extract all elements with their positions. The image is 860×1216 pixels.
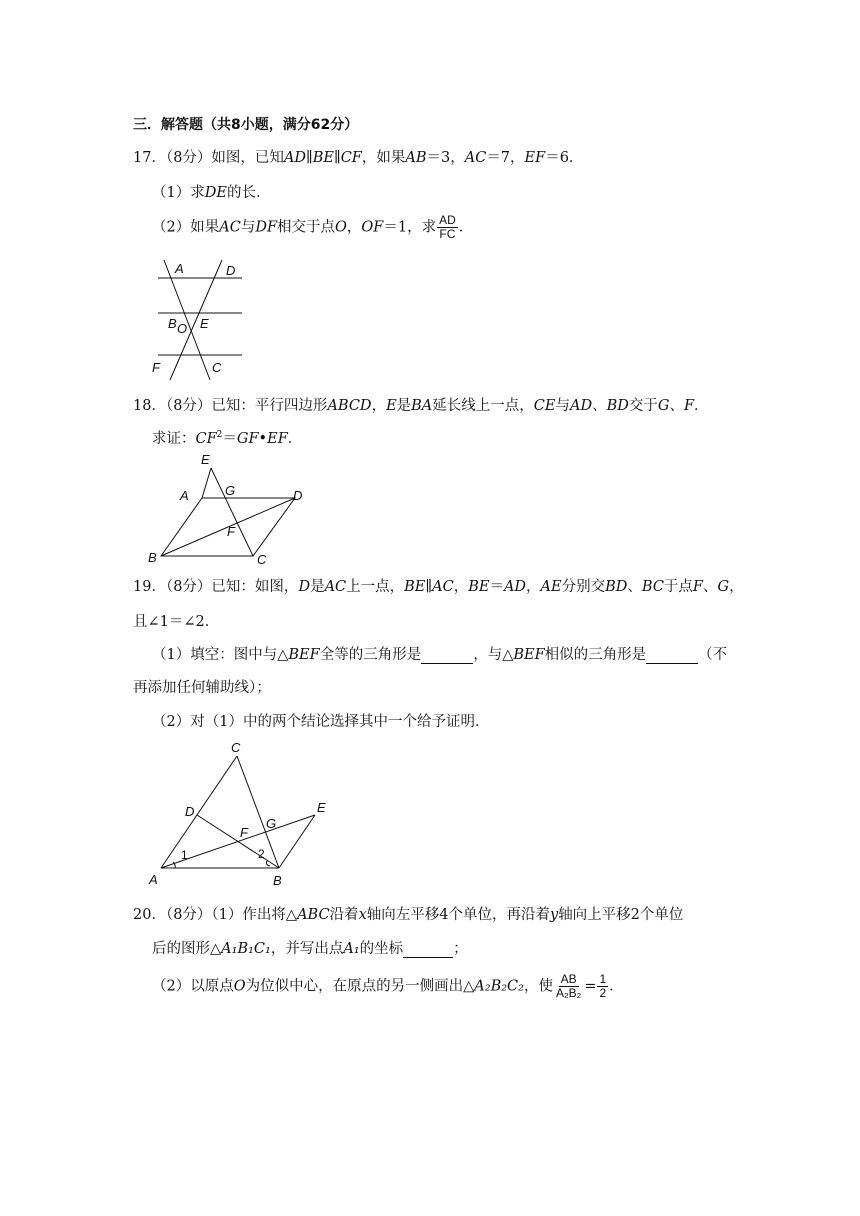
q17-label-b: B — [168, 316, 177, 331]
q18-label-d: D — [293, 488, 303, 503]
q18-figure — [145, 450, 315, 570]
q20-half-den: 2 — [599, 986, 607, 1000]
q18-head: 18．（8分）已知：平行四边形 — [133, 398, 328, 414]
q19-f: F — [692, 579, 703, 595]
q17-cond-tail: ，如果 — [361, 150, 406, 166]
q19-line-ac — [161, 756, 237, 868]
q17-label-o: O — [177, 321, 188, 336]
q18-label-a: A — [180, 488, 189, 503]
q19-bef1: BEF — [288, 647, 320, 663]
q19-sep2: 、 — [702, 579, 718, 595]
q19-label-angle2: 2 — [258, 847, 265, 861]
q18-label-g: G — [225, 483, 236, 498]
q20-fraction — [554, 973, 583, 1000]
q19-part1-line2: 再添加任何辅助线）； — [133, 680, 271, 696]
q19-label-f: F — [240, 825, 248, 840]
q17-p2-mid: 与 — [240, 219, 256, 236]
q19-eq: ＝ — [489, 579, 504, 595]
q20-mid1: 沿着 — [329, 907, 359, 923]
q19-blank-similar[interactable] — [646, 647, 698, 664]
q19-p1-tail: （不 — [698, 647, 728, 663]
q19-label-b: B — [273, 873, 282, 888]
q20-eq: = — [584, 978, 597, 995]
q18-dot: • — [258, 431, 268, 447]
q19-ae: AE — [540, 579, 562, 595]
q17-label-a: A — [175, 261, 184, 276]
q19-comma: ， — [453, 579, 469, 595]
q19-label-a: A — [149, 872, 158, 887]
q19-be2: BE — [468, 579, 490, 595]
q17-p2-pre: （2）如果 — [152, 219, 220, 236]
q17-label-e: E — [200, 316, 209, 331]
q18-eq: ＝ — [222, 431, 237, 447]
q17-ef: EF — [524, 150, 546, 166]
q19-figure — [145, 738, 335, 888]
q19-label-g: G — [266, 816, 277, 831]
q19-ac2: AC — [432, 579, 454, 595]
q20-frac-num: AB — [560, 972, 577, 986]
q17-parallel-1: ∥ — [306, 150, 313, 166]
q19-label-c: C — [231, 740, 241, 755]
q19-p1-mid: 全等的三角形是 — [319, 647, 422, 663]
q18-ad: AD — [569, 398, 593, 414]
q17-ac-val: ＝7， — [486, 150, 525, 166]
q20-part2 — [152, 973, 624, 1000]
q17-ab: AB — [405, 150, 427, 166]
q19-be: BE — [404, 579, 426, 595]
q20-line2-mid: ，并写出点 — [270, 941, 344, 957]
q19-par: ∥ — [425, 579, 433, 595]
q19-bd: BD — [605, 579, 628, 595]
q18-f: F — [683, 398, 695, 414]
q20-a1b1c1: A₁B₁C₁ — [221, 941, 271, 957]
q19-stem — [133, 575, 744, 596]
q18-extension-ae — [202, 468, 211, 498]
q17-p1-de: DE — [204, 185, 227, 201]
q17-frac-den: FC — [439, 227, 456, 241]
q17-ad: AD — [283, 150, 307, 166]
q20-a1: A₁ — [343, 941, 360, 957]
q18-label-b: B — [148, 550, 157, 565]
q17-part2 — [152, 214, 473, 241]
q17-p2-of: OF — [361, 219, 384, 236]
q20-o: O — [233, 978, 246, 995]
q17-p2-ac: AC — [219, 219, 241, 236]
q19-head: 19．（8分）已知：如图， — [133, 579, 299, 595]
q19-label-angle1: 1 — [181, 848, 188, 862]
q20-line2 — [152, 937, 468, 958]
q17-head: 17．（8分）如图，已知 — [133, 150, 284, 166]
q18-e: E — [386, 398, 397, 414]
q19-blank-congruent[interactable] — [421, 647, 473, 664]
q18-bd: BD — [606, 398, 629, 414]
q20-line2-mid2: 的坐标 — [359, 941, 404, 957]
q18-gf: GF — [236, 431, 259, 447]
q19-ad: AD — [503, 579, 527, 595]
q17-parallel-2: ∥ — [334, 150, 341, 166]
q19-comma2: ， — [526, 579, 541, 595]
q19-part2: （2）对（1）中的两个结论选择其中一个给予证明． — [152, 714, 490, 730]
q17-ab-val: ＝3， — [426, 150, 465, 166]
q18-abcd: ABCD — [327, 398, 372, 414]
q19-sep: 、 — [627, 579, 642, 595]
q18-proof-end: ． — [287, 431, 303, 447]
q17-p1-pre: （1）求 — [152, 185, 205, 201]
q20-stem — [133, 903, 683, 924]
q19-label-e: E — [317, 800, 326, 815]
q17-fraction — [437, 214, 458, 241]
q17-part1 — [152, 181, 270, 202]
q19-bc: BC — [641, 579, 664, 595]
q20-mid3: 轴向上平移2个单位 — [558, 907, 684, 923]
q18-ba: BA — [411, 398, 433, 414]
q19-g: G — [717, 579, 730, 595]
q17-p1-post: 的长． — [226, 185, 271, 201]
q20-half — [597, 973, 608, 1000]
q19-part1 — [152, 643, 727, 664]
q20-p2-mid: 为位似中心，在原点的另一侧画出△ — [245, 978, 475, 995]
q19-mid1: 是 — [310, 579, 325, 595]
q19-mid2: 上一点， — [346, 579, 405, 595]
q18-sep: 、 — [592, 398, 607, 414]
q20-a2b2c2: A₂B₂C₂ — [474, 978, 524, 995]
q20-x: x — [358, 907, 367, 923]
q20-abc: ABC — [297, 907, 330, 923]
q19-p1-mid2: ，与△ — [473, 647, 514, 663]
q18-mid3: 与 — [555, 398, 570, 414]
q20-p2-pre: （2）以原点 — [152, 978, 234, 995]
q18-proof — [152, 427, 302, 448]
q18-end: ． — [694, 398, 709, 414]
q18-ce: CE — [533, 398, 556, 414]
q19-mid3: 分别交 — [561, 579, 606, 595]
q17-p2-end: ． — [458, 219, 474, 236]
q18-mid2: 延长线上一点， — [432, 398, 534, 414]
q18-stem — [133, 394, 709, 415]
q20-line2-end: ； — [453, 941, 468, 957]
q17-frac-num: AD — [439, 213, 456, 227]
q18-g: G — [657, 398, 670, 414]
q20-line2-pre: 后的图形△ — [152, 941, 222, 957]
q18-ef: EF — [267, 431, 288, 447]
q18-mid1: 是 — [396, 398, 412, 414]
q18-proof-pre: 求证： — [152, 431, 196, 447]
q17-label-d: D — [226, 263, 236, 278]
q19-ac: AC — [324, 579, 347, 595]
q20-frac-den: A₂B₂ — [555, 986, 582, 1000]
q20-p2-mid2: ，使 — [523, 978, 553, 995]
q19-d: D — [298, 579, 311, 595]
q19-label-d: D — [185, 804, 195, 819]
q17-label-f: F — [152, 360, 160, 375]
q19-comma3: ， — [729, 579, 744, 595]
q18-square: 2 — [216, 430, 223, 441]
q18-label-e: E — [201, 452, 210, 467]
q18-mid4: 交于 — [628, 398, 658, 414]
q18-line-ec — [211, 468, 253, 556]
q17-ef-val: ＝6． — [545, 150, 584, 166]
q18-sep2: 、 — [669, 398, 684, 414]
q20-p2-end: ． — [609, 978, 624, 995]
q17-p2-o: O — [335, 219, 347, 236]
q19-line-be — [279, 815, 315, 868]
q18-cf: CF — [195, 431, 217, 447]
section-title: 三．解答题（共8小题，满分62分） — [133, 117, 359, 133]
q19-p1-mid3: 相似的三角形是 — [544, 647, 647, 663]
q17-figure — [150, 255, 250, 385]
q17-be: BE — [312, 150, 334, 166]
q17-p2-mid2: 相交于点 — [277, 219, 335, 236]
q19-bef2: BEF — [513, 647, 545, 663]
q20-blank-a1-coordinate[interactable] — [403, 941, 453, 958]
q19-p1-pre: （1）填空：图中与△ — [152, 647, 289, 663]
q17-ac: AC — [464, 150, 487, 166]
q17-cf: CF — [340, 150, 362, 166]
q18-comma1: ， — [371, 398, 387, 414]
q17-stem — [133, 146, 583, 167]
q20-mid2: 轴向左平移4个单位，再沿着 — [366, 907, 550, 923]
q17-label-c: C — [212, 360, 222, 375]
q17-p2-comma: ， — [346, 219, 362, 236]
q17-p2-ofval: ＝1，求 — [383, 219, 437, 236]
q17-p2-df: DF — [255, 219, 277, 236]
q19-line2: 且∠1＝∠2． — [133, 614, 220, 630]
q18-label-f: F — [227, 524, 235, 539]
q20-head: 20．（8分）（1）作出将△ — [133, 907, 298, 923]
q19-mid4: 于点 — [663, 579, 693, 595]
q18-label-c: C — [257, 552, 267, 567]
q20-half-num: 1 — [599, 972, 607, 986]
q20-y: y — [549, 907, 559, 923]
